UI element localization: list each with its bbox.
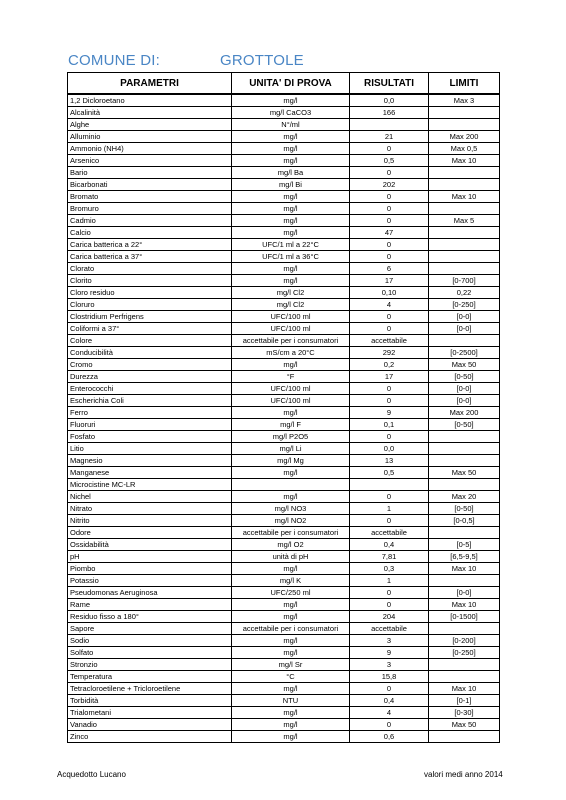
cell-limit: Max 20: [429, 491, 500, 503]
cell-result: [350, 479, 429, 491]
cell-unit: mg/l Cl2: [232, 299, 350, 311]
cell-limit: [0-50]: [429, 503, 500, 515]
cell-result: 0: [350, 191, 429, 203]
cell-limit: [0-0]: [429, 395, 500, 407]
cell-limit: [0-50]: [429, 419, 500, 431]
cell-limit: [429, 263, 500, 275]
cell-result: 17: [350, 371, 429, 383]
cell-unit: mg/l: [232, 683, 350, 695]
cell-result: 0,5: [350, 155, 429, 167]
cell-result: 9: [350, 407, 429, 419]
cell-limit: [429, 623, 500, 635]
table-row: [68, 119, 500, 131]
table-row: [68, 107, 500, 119]
cell-limit: [429, 659, 500, 671]
table-row: [68, 695, 500, 707]
cell-result: 0: [350, 719, 429, 731]
cell-parameter: Arsenico: [68, 155, 232, 167]
cell-limit: [0-0]: [429, 323, 500, 335]
cell-unit: mg/l: [232, 94, 350, 107]
cell-result: 292: [350, 347, 429, 359]
cell-unit: mg/l: [232, 731, 350, 743]
table-row: [68, 287, 500, 299]
table-body: [68, 94, 500, 743]
cell-limit: [0-2500]: [429, 347, 500, 359]
cell-parameter: Enterococchi: [68, 383, 232, 395]
cell-result: 0,4: [350, 539, 429, 551]
cell-limit: [0-1]: [429, 695, 500, 707]
cell-parameter: Fluoruri: [68, 419, 232, 431]
table-row: [68, 251, 500, 263]
table-row: [68, 719, 500, 731]
cell-unit: mg/l: [232, 599, 350, 611]
cell-result: 21: [350, 131, 429, 143]
cell-result: 9: [350, 647, 429, 659]
cell-result: 47: [350, 227, 429, 239]
cell-unit: mg/l: [232, 407, 350, 419]
cell-parameter: Ossidabilità: [68, 539, 232, 551]
table-row: [68, 239, 500, 251]
cell-result: 0: [350, 215, 429, 227]
table-row: [68, 707, 500, 719]
cell-limit: Max 3: [429, 94, 500, 107]
cell-parameter: Bromato: [68, 191, 232, 203]
cell-limit: [429, 479, 500, 491]
cell-limit: 0,22: [429, 287, 500, 299]
cell-limit: [429, 167, 500, 179]
cell-parameter: Manganese: [68, 467, 232, 479]
cell-result: 0,10: [350, 287, 429, 299]
cell-parameter: Bicarbonati: [68, 179, 232, 191]
cell-limit: [0-250]: [429, 299, 500, 311]
cell-result: 0: [350, 587, 429, 599]
cell-parameter: Coliformi a 37°: [68, 323, 232, 335]
table-row: [68, 647, 500, 659]
cell-result: 166: [350, 107, 429, 119]
cell-unit: mg/l: [232, 707, 350, 719]
cell-unit: mg/l Bi: [232, 179, 350, 191]
table-row: [68, 275, 500, 287]
cell-result: 0,3: [350, 563, 429, 575]
cell-unit: mg/l F: [232, 419, 350, 431]
cell-limit: [429, 455, 500, 467]
cell-unit: °C: [232, 671, 350, 683]
cell-unit: mg/l: [232, 359, 350, 371]
cell-limit: Max 10: [429, 683, 500, 695]
cell-parameter: Microcistine MC-LR: [68, 479, 232, 491]
cell-result: 0: [350, 239, 429, 251]
cell-result: 204: [350, 611, 429, 623]
cell-unit: mg/l NO3: [232, 503, 350, 515]
cell-limit: Max 50: [429, 359, 500, 371]
cell-limit: [429, 239, 500, 251]
table-row: [68, 575, 500, 587]
cell-parameter: Escherichia Coli: [68, 395, 232, 407]
cell-limit: [429, 527, 500, 539]
cell-unit: UFC/100 ml: [232, 323, 350, 335]
cell-unit: mg/l: [232, 491, 350, 503]
cell-result: 0: [350, 395, 429, 407]
cell-unit: mg/l NO2: [232, 515, 350, 527]
cell-limit: [429, 179, 500, 191]
cell-limit: [0-200]: [429, 635, 500, 647]
cell-parameter: Rame: [68, 599, 232, 611]
cell-unit: mg/l: [232, 467, 350, 479]
table-row: [68, 155, 500, 167]
cell-parameter: Nichel: [68, 491, 232, 503]
cell-result: 0: [350, 143, 429, 155]
cell-parameter: Odore: [68, 527, 232, 539]
cell-limit: Max 10: [429, 191, 500, 203]
cell-unit: accettabile per i consumatori: [232, 527, 350, 539]
cell-parameter: Trialometani: [68, 707, 232, 719]
cell-limit: [429, 431, 500, 443]
cell-parameter: Fosfato: [68, 431, 232, 443]
cell-result: 0,0: [350, 443, 429, 455]
cell-unit: mg/l: [232, 215, 350, 227]
cell-unit: mg/l: [232, 143, 350, 155]
cell-parameter: Nitrito: [68, 515, 232, 527]
cell-unit: mg/l: [232, 635, 350, 647]
table-row: [68, 443, 500, 455]
cell-unit: mg/l Cl2: [232, 287, 350, 299]
cell-limit: [0-700]: [429, 275, 500, 287]
cell-limit: Max 50: [429, 467, 500, 479]
cell-result: 3: [350, 659, 429, 671]
table-row: [68, 359, 500, 371]
cell-unit: [232, 479, 350, 491]
table-row: [68, 335, 500, 347]
table-row: [68, 94, 500, 107]
cell-result: 0: [350, 599, 429, 611]
cell-unit: mg/l: [232, 203, 350, 215]
cell-parameter: Clorito: [68, 275, 232, 287]
cell-result: 0: [350, 323, 429, 335]
cell-unit: UFC/100 ml: [232, 383, 350, 395]
cell-limit: Max 200: [429, 407, 500, 419]
cell-limit: [429, 251, 500, 263]
cell-limit: Max 10: [429, 155, 500, 167]
cell-unit: mg/l: [232, 275, 350, 287]
table-row: [68, 623, 500, 635]
column-header-parametri: PARAMETRI: [68, 73, 232, 95]
cell-parameter: Cromo: [68, 359, 232, 371]
cell-result: 0: [350, 515, 429, 527]
cell-result: 0: [350, 383, 429, 395]
cell-parameter: Ferro: [68, 407, 232, 419]
table-row: [68, 143, 500, 155]
municipality-label: COMUNE DI:: [68, 52, 160, 69]
cell-parameter: Colore: [68, 335, 232, 347]
table-row: [68, 299, 500, 311]
cell-unit: mg/l: [232, 647, 350, 659]
cell-unit: UFC/250 ml: [232, 587, 350, 599]
cell-parameter: Nitrato: [68, 503, 232, 515]
cell-parameter: Residuo fisso a 180°: [68, 611, 232, 623]
cell-parameter: Sodio: [68, 635, 232, 647]
column-header-unita: UNITA' DI PROVA: [232, 73, 350, 95]
cell-result: 0: [350, 167, 429, 179]
cell-result: accettabile: [350, 335, 429, 347]
cell-parameter: Cloruro: [68, 299, 232, 311]
table-row: [68, 515, 500, 527]
cell-parameter: Potassio: [68, 575, 232, 587]
cell-result: accettabile: [350, 623, 429, 635]
cell-parameter: Stronzio: [68, 659, 232, 671]
cell-unit: UFC/1 ml a 22°C: [232, 239, 350, 251]
cell-limit: [0-0]: [429, 587, 500, 599]
cell-limit: [429, 107, 500, 119]
cell-parameter: Zinco: [68, 731, 232, 743]
cell-limit: Max 50: [429, 719, 500, 731]
cell-result: 0,1: [350, 419, 429, 431]
cell-limit: Max 10: [429, 563, 500, 575]
cell-unit: mg/l: [232, 611, 350, 623]
table-row: [68, 131, 500, 143]
cell-parameter: Clorato: [68, 263, 232, 275]
column-header-limiti: LIMITI: [429, 73, 500, 95]
cell-limit: [429, 671, 500, 683]
cell-limit: [6,5-9,5]: [429, 551, 500, 563]
table-row: [68, 407, 500, 419]
cell-unit: mg/l: [232, 131, 350, 143]
table-row: [68, 539, 500, 551]
table-row: [68, 419, 500, 431]
table-row: [68, 179, 500, 191]
cell-parameter: Calcio: [68, 227, 232, 239]
table-row: [68, 587, 500, 599]
table-row: [68, 311, 500, 323]
cell-unit: mg/l O2: [232, 539, 350, 551]
cell-limit: [0-50]: [429, 371, 500, 383]
cell-limit: [0-250]: [429, 647, 500, 659]
cell-result: 0,4: [350, 695, 429, 707]
table-row: [68, 263, 500, 275]
cell-limit: [0-1500]: [429, 611, 500, 623]
cell-parameter: Cadmio: [68, 215, 232, 227]
cell-parameter: Clostridium Perfrigens: [68, 311, 232, 323]
cell-unit: mg/l: [232, 191, 350, 203]
cell-unit: mg/l CaCO3: [232, 107, 350, 119]
cell-parameter: Tetracloroetilene + Tricloroetilene: [68, 683, 232, 695]
cell-limit: [429, 443, 500, 455]
cell-parameter: Magnesio: [68, 455, 232, 467]
cell-result: 1: [350, 575, 429, 587]
cell-result: 0: [350, 203, 429, 215]
cell-result: accettabile: [350, 527, 429, 539]
table-row: [68, 191, 500, 203]
cell-unit: °F: [232, 371, 350, 383]
cell-unit: mg/l K: [232, 575, 350, 587]
cell-unit: mg/l P2O5: [232, 431, 350, 443]
cell-unit: accettabile per i consumatori: [232, 335, 350, 347]
cell-limit: [429, 119, 500, 131]
cell-unit: mg/l Sr: [232, 659, 350, 671]
cell-limit: [0-5]: [429, 539, 500, 551]
cell-parameter: Vanadio: [68, 719, 232, 731]
cell-result: 4: [350, 299, 429, 311]
cell-result: 17: [350, 275, 429, 287]
cell-result: 0: [350, 431, 429, 443]
cell-result: 0: [350, 311, 429, 323]
column-header-risultati: RISULTATI: [350, 73, 429, 95]
table-row: [68, 611, 500, 623]
cell-result: 13: [350, 455, 429, 467]
cell-parameter: Piombo: [68, 563, 232, 575]
cell-limit: [429, 203, 500, 215]
cell-parameter: Bromuro: [68, 203, 232, 215]
cell-unit: mg/l: [232, 719, 350, 731]
cell-unit: mg/l: [232, 227, 350, 239]
cell-result: 202: [350, 179, 429, 191]
cell-limit: Max 0,5: [429, 143, 500, 155]
cell-parameter: Cloro residuo: [68, 287, 232, 299]
cell-limit: Max 10: [429, 599, 500, 611]
cell-unit: mg/l: [232, 263, 350, 275]
municipality-name: GROTTOLE: [220, 52, 304, 69]
table-row: [68, 503, 500, 515]
cell-parameter: Alluminio: [68, 131, 232, 143]
cell-result: 3: [350, 635, 429, 647]
cell-limit: [0-0,5]: [429, 515, 500, 527]
cell-parameter: Temperatura: [68, 671, 232, 683]
table-header-row: [68, 73, 500, 95]
cell-parameter: Durezza: [68, 371, 232, 383]
table-row: [68, 431, 500, 443]
cell-result: 0,6: [350, 731, 429, 743]
table-row: [68, 635, 500, 647]
cell-result: 0: [350, 251, 429, 263]
table-row: [68, 527, 500, 539]
cell-parameter: Ammonio (NH4): [68, 143, 232, 155]
document-title: [68, 52, 508, 72]
cell-limit: [0-0]: [429, 383, 500, 395]
footer-period: valori medi anno 2014: [424, 770, 503, 779]
cell-result: 0: [350, 683, 429, 695]
cell-parameter: Litio: [68, 443, 232, 455]
cell-parameter: Carica batterica a 22°: [68, 239, 232, 251]
cell-unit: mg/l: [232, 155, 350, 167]
cell-result: 0,2: [350, 359, 429, 371]
table-row: [68, 227, 500, 239]
table-row: [68, 659, 500, 671]
cell-parameter: Solfato: [68, 647, 232, 659]
table-row: [68, 347, 500, 359]
table-row: [68, 455, 500, 467]
cell-unit: UFC/100 ml: [232, 395, 350, 407]
water-analysis-table: [67, 72, 500, 743]
cell-parameter: Pseudomonas Aeruginosa: [68, 587, 232, 599]
table-row: [68, 203, 500, 215]
cell-limit: Max 5: [429, 215, 500, 227]
cell-parameter: pH: [68, 551, 232, 563]
cell-result: 15,8: [350, 671, 429, 683]
table-row: [68, 563, 500, 575]
cell-unit: mg/l Mg: [232, 455, 350, 467]
cell-parameter: Conducibilità: [68, 347, 232, 359]
table-row: [68, 383, 500, 395]
table-row: [68, 395, 500, 407]
table-row: [68, 683, 500, 695]
cell-limit: [429, 227, 500, 239]
cell-result: 7,81: [350, 551, 429, 563]
cell-limit: [0-30]: [429, 707, 500, 719]
table-row: [68, 731, 500, 743]
table-row: [68, 371, 500, 383]
table-row: [68, 551, 500, 563]
cell-limit: [429, 575, 500, 587]
cell-parameter: 1,2 Dicloroetano: [68, 94, 232, 107]
cell-limit: [0-0]: [429, 311, 500, 323]
cell-unit: UFC/1 ml a 36°C: [232, 251, 350, 263]
table-row: [68, 467, 500, 479]
cell-unit: unità di pH: [232, 551, 350, 563]
table-row: [68, 671, 500, 683]
cell-parameter: Alcalinità: [68, 107, 232, 119]
table-row: [68, 491, 500, 503]
cell-unit: mg/l Li: [232, 443, 350, 455]
cell-unit: accettabile per i consumatori: [232, 623, 350, 635]
cell-parameter: Alghe: [68, 119, 232, 131]
cell-result: [350, 119, 429, 131]
cell-result: 0,5: [350, 467, 429, 479]
cell-result: 0,0: [350, 94, 429, 107]
cell-result: 1: [350, 503, 429, 515]
cell-unit: UFC/100 ml: [232, 311, 350, 323]
cell-limit: Max 200: [429, 131, 500, 143]
cell-limit: [429, 731, 500, 743]
cell-limit: [429, 335, 500, 347]
cell-unit: NTU: [232, 695, 350, 707]
cell-unit: mg/l Ba: [232, 167, 350, 179]
cell-parameter: Torbidità: [68, 695, 232, 707]
cell-parameter: Sapore: [68, 623, 232, 635]
table-row: [68, 599, 500, 611]
cell-result: 0: [350, 491, 429, 503]
table-row: [68, 215, 500, 227]
cell-result: 4: [350, 707, 429, 719]
cell-unit: mg/l: [232, 563, 350, 575]
cell-unit: mS/cm a 20°C: [232, 347, 350, 359]
table-row: [68, 479, 500, 491]
cell-result: 6: [350, 263, 429, 275]
cell-parameter: Carica batterica a 37°: [68, 251, 232, 263]
table-row: [68, 167, 500, 179]
footer-provider: Acquedotto Lucano: [57, 770, 126, 779]
cell-unit: N°/ml: [232, 119, 350, 131]
table-row: [68, 323, 500, 335]
cell-parameter: Bario: [68, 167, 232, 179]
